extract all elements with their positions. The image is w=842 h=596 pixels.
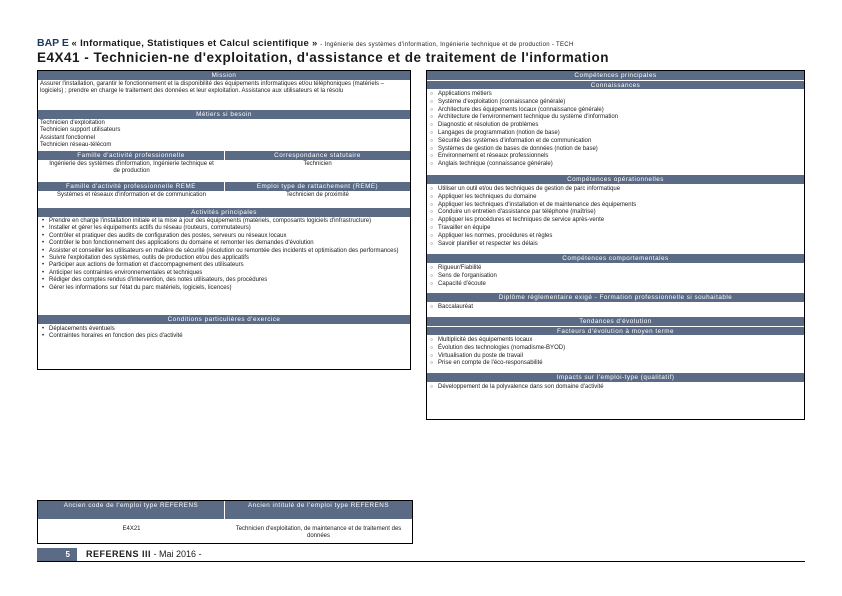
ancien-intitule-heading: Ancien intitulé de l'emploi type REFERENS (225, 501, 412, 519)
connaissance-item: ○ Architecture des équipements locaux (connaissance générale) (430, 107, 801, 115)
metier-item: Technicien support utilisateurs (40, 127, 121, 134)
metiers-list (38, 119, 410, 151)
page-number: 5 (37, 548, 77, 561)
famille-row-values (38, 160, 410, 182)
activite-item: • Gérer les informations sur l'état du parc matériels, logiciels, licences) (40, 285, 408, 292)
correspondance-heading: Correspondance statutaire (225, 151, 410, 160)
condition-item: • Déplacements éventuels (40, 326, 408, 333)
operationnelles-list (427, 184, 804, 254)
activites-list (38, 217, 410, 315)
emploi-reme-heading: Emploi type de rattachement (REME) (225, 182, 410, 191)
diplome-item: ○ Baccalauréat (430, 304, 801, 312)
facteur-item: ○ Prise en compte de l'éco-responsabilité (430, 360, 801, 368)
operationnelle-item: ○ Conduire un entretien d'assistance par téléphone (maîtrise) (430, 209, 801, 217)
activite-item: • Rédiger des comptes rendus d'intervention, des notes utilisateurs, des procédures (40, 277, 408, 284)
ancien-table (37, 500, 413, 544)
connaissance-item: ○ Diagnostic et résolution de problèmes (430, 122, 801, 130)
impacts-heading: Impacts sur l'emploi-type (qualitatif) (427, 373, 804, 382)
connaissance-item: ○ Applications métiers (430, 91, 801, 99)
operationnelle-item: ○ Appliquer les normes, procédures et règles (430, 233, 801, 241)
left-panel (37, 70, 411, 370)
page-title: E4X41 - Technicien-ne d'exploitation, d'assistance et de traitement de l'information (37, 50, 610, 65)
diplome-list (427, 302, 804, 317)
activite-item: • Contrôler le bon fonctionnement des applications du domaine et remonter les demandes d'évolution (40, 240, 408, 247)
tendances-heading: Tendances d'évolution (427, 317, 804, 326)
activite-item: • Contrôler et pratiquer des audits de configuration des postes, serveurs ou réseaux locaux (40, 233, 408, 240)
famille-value: Ingénierie des systèmes d'information, Ingénierie technique et de production (49, 161, 214, 174)
bap-label: « Informatique, Statistiques et Calcul scientifique » (71, 38, 318, 49)
connaissance-item: ○ Système d'exploitation (connaissance générale) (430, 99, 801, 107)
footer-brand: REFERENS III (86, 549, 152, 559)
bap-subtitle: - Ingénierie des systèmes d'information, Ingénierie technique et de production - TECH (320, 42, 574, 48)
right-panel (426, 70, 805, 420)
mission-text: Assurer l'installation, garantir le fonctionnement et la disponibilité des équipements informatiques et/ou téléphoniques (matériels – logiciels) ; prendre en charge le traitement des données et leur exploitation. Assistance aux utilisateurs et la résolu (40, 81, 385, 95)
ancien-intitule-value: Technicien d'exploitation, de maintenance et de traitement des données (235, 525, 402, 539)
metier-item: Technicien d'exploitation (40, 120, 105, 126)
operationnelle-item: ○ Savoir planifier et respecter les délais (430, 241, 801, 249)
comportementales-list (427, 263, 804, 293)
activite-item: • Installer et gérer les équipements actifs du réseau (routeurs, commutateurs) (40, 225, 408, 232)
impacts-list (427, 382, 804, 394)
operationnelle-item: ○ Travailler en équipe (430, 225, 801, 233)
famille-reme-heading: Famille d'activité professionnelle REME (38, 182, 225, 191)
connaissance-item: ○ Sécurité des systèmes d'information et de communication (430, 138, 801, 146)
operationnelle-item: ○ Utiliser un outil et/ou des techniques de gestion de parc informatique (430, 186, 801, 194)
reme-row-values (38, 191, 410, 208)
metier-item: Assistant fonctionnel (40, 134, 96, 141)
connaissance-item: ○ Environnement et réseaux professionnels (430, 153, 801, 161)
connaissance-item: ○ Anglais technique (connaissance générale) (430, 161, 801, 169)
activite-item: • Participer aux actions de formation et d'accompagnement des utilisateurs (40, 262, 408, 269)
connaissances-heading: Connaissances (427, 80, 804, 89)
bap-tag: BAP E (37, 37, 69, 49)
condition-item: • Contraintes horaires en fonction des pics d'activité (40, 333, 408, 340)
footer-text (86, 549, 202, 559)
footer-date: - Mai 2016 - (151, 549, 202, 559)
mission-heading: Mission (38, 71, 410, 80)
bap-header (37, 37, 574, 49)
connaissances-list (427, 89, 804, 175)
comportementale-item: ○ Rigueur/Fiabilité (430, 265, 801, 273)
famille-reme-value: Systèmes et réseaux d'information et de communication (57, 192, 206, 198)
comportementales-heading: Compétences comportementales (427, 254, 804, 263)
correspondance-value: Technicien (303, 161, 332, 167)
metier-item: Technicien réseau-télécom (40, 142, 112, 149)
operationnelle-item: ○ Appliquer les techniques d'installation et de maintenance des équipements (430, 202, 801, 210)
reme-row-heading (38, 182, 410, 191)
operationnelles-heading: Compétences opérationnelles (427, 175, 804, 184)
conditions-list (38, 324, 410, 343)
competences-heading: Compétences principales (427, 71, 804, 80)
ancien-code-heading: Ancien code de l'emploi type REFERENS (38, 501, 225, 519)
connaissance-item: ○ Architecture de l'environnement technique du système d'information (430, 114, 801, 122)
activite-item: • Assister et conseiller les utilisateurs en matière de sécurité (résolution ou remontée des incidents et optimisation des performances) (40, 248, 408, 255)
facteur-item: ○ Évolution des technologies (nomadisme-BYOD) (430, 345, 801, 353)
connaissance-item: ○ Langages de programmation (notion de base) (430, 130, 801, 138)
famille-heading: Famille d'activité professionnelle (38, 151, 225, 160)
connaissance-item: ○ Systèmes de gestion de bases de données (notion de base) (430, 146, 801, 154)
operationnelle-item: ○ Appliquer les procédures et techniques de service après-vente (430, 217, 801, 225)
activite-item: • Prendre en charge l'installation initiale et la mise à jour des équipements (matériels, composants logiciels d'infrastructure) (40, 218, 408, 225)
ancien-code-value: E4X21 (122, 525, 141, 532)
activite-item: • Anticiper les contraintes environnementales et techniques (40, 270, 408, 277)
facteur-item: ○ Virtualisation du poste de travail (430, 353, 801, 361)
impact-item: ○ Développement de la polyvalence dans son domaine d'activité (430, 384, 801, 392)
diplome-heading: Diplôme réglementaire exigé - Formation professionnelle si souhaitable (427, 293, 804, 302)
activite-item: • Suivre l'exploitation des systèmes, outils de production et/ou des applicatifs (40, 255, 408, 262)
activites-heading: Activités principales (38, 208, 410, 217)
facteurs-list (427, 335, 804, 373)
operationnelle-item: ○ Appliquer les techniques du domaine (430, 194, 801, 202)
footer-rule (37, 561, 805, 562)
comportementale-item: ○ Capacité d'écoute (430, 281, 801, 289)
metiers-heading: Métiers si besoin (38, 110, 410, 119)
facteur-item: ○ Multiplicité des équipements locaux (430, 337, 801, 345)
comportementale-item: ○ Sens de l'organisation (430, 273, 801, 281)
emploi-reme-value: Technicien de proximité (286, 192, 349, 198)
famille-row-heading (38, 151, 410, 160)
facteurs-heading: Facteurs d'évolution à moyen terme (427, 326, 804, 335)
conditions-heading: Conditions particulières d'exercice (38, 315, 410, 324)
